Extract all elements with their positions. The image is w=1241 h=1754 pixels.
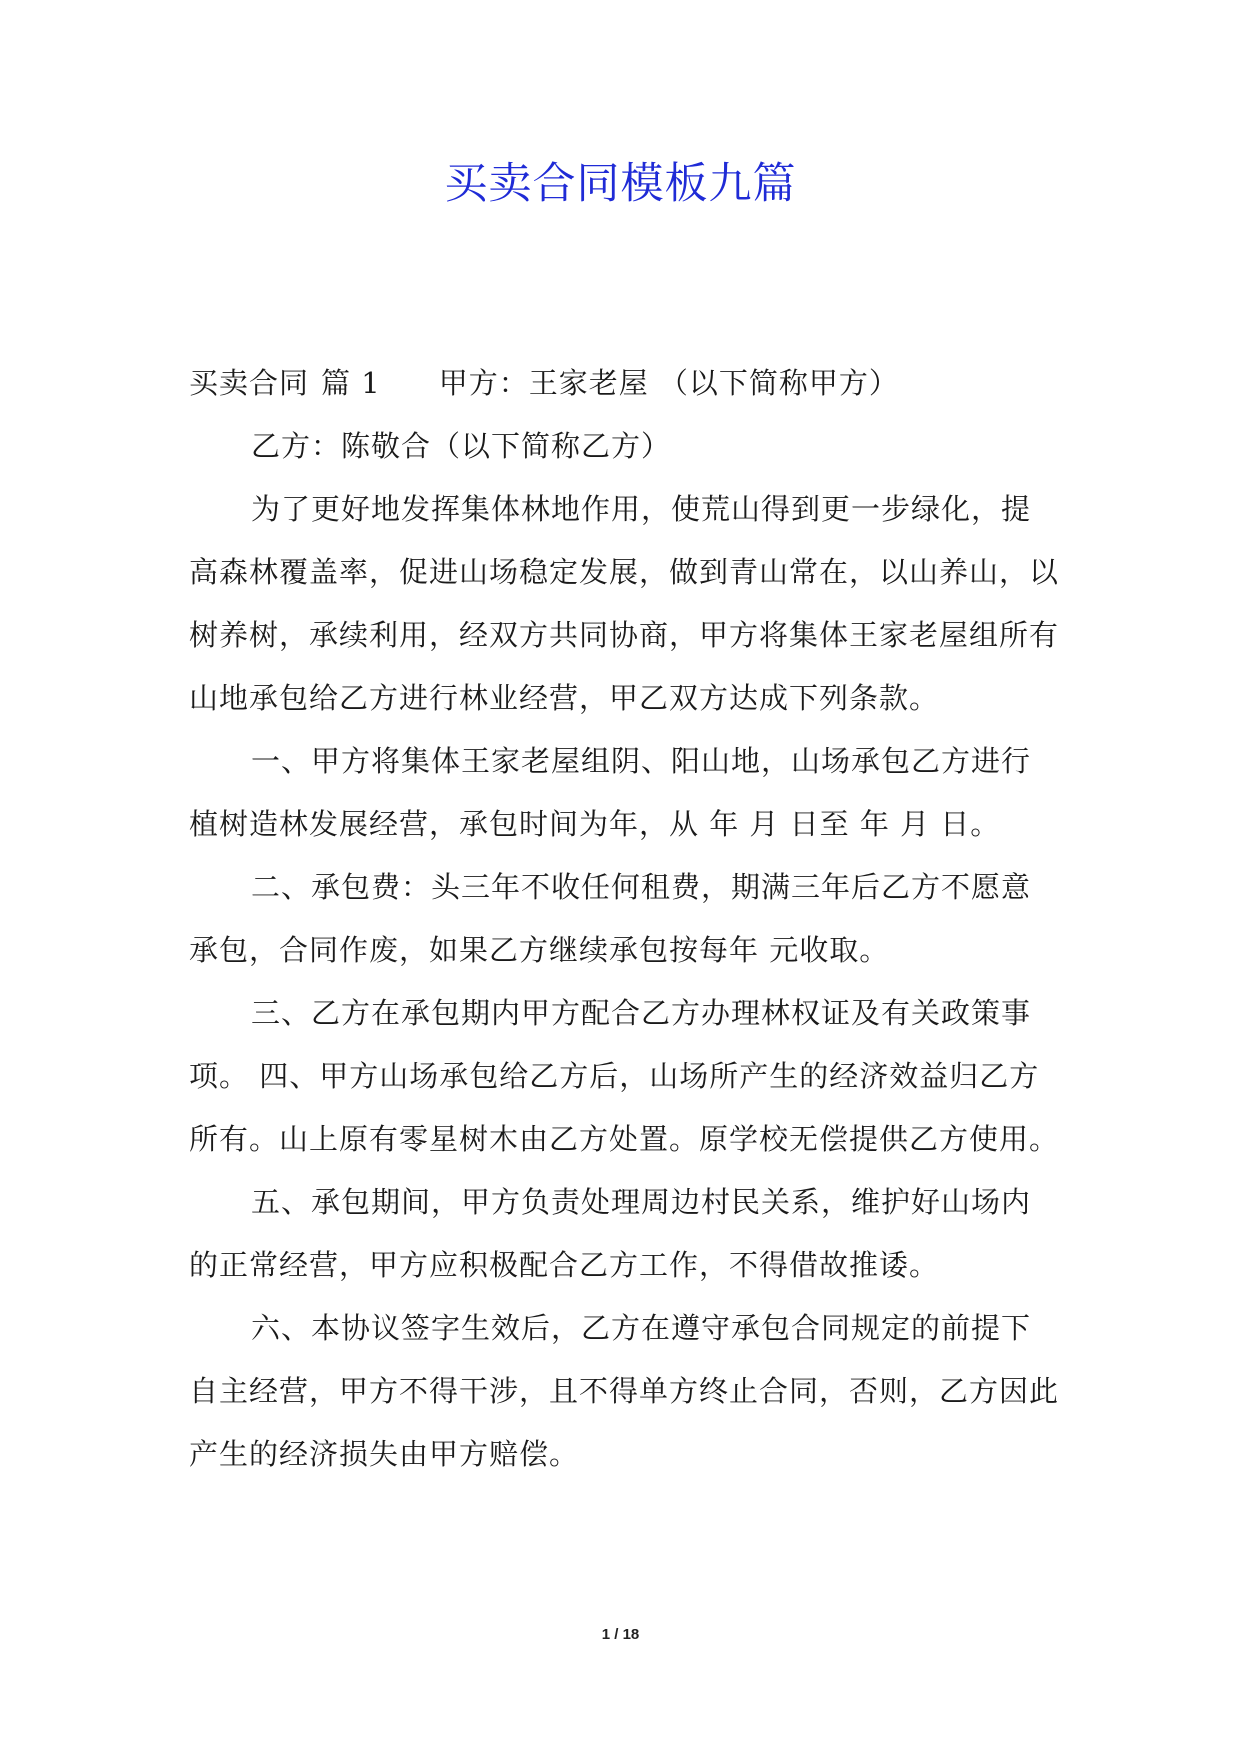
paragraph-clause-5: 五、承包期间，甲方负责处理周边村民关系，维护好山场内的正常经营，甲方应积极配合乙方工作，不得借故推诿。 <box>189 1185 1032 1282</box>
paragraph-preamble: 为了更好地发挥集体林地作用，使荒山得到更一步绿化，提高森林覆盖率，促进山场稳定发展，做到青山常在，以山养山，以树养树，承续利用，经双方共同协商，甲方将集体王家老屋组所有山地承包给乙方进行林业经营，甲乙双方达成下列条款。 <box>189 492 1060 715</box>
document-title: 买卖合同模板九篇 <box>444 159 797 209</box>
party-a-line: 甲方：王家老屋 （以下简称甲方） <box>438 366 899 400</box>
paragraph-clause-3-4: 三、乙方在承包期内甲方配合乙方办理林权证及有关政策事项。 四、甲方山场承包给乙方后，山场所产生的经济效益归乙方所有。山上原有零星树木由乙方处置。原学校无偿提供乙方使用。 <box>189 996 1060 1156</box>
page-number: 1 / 18 <box>601 1626 640 1643</box>
contract-name: 买卖合同 <box>189 366 310 400</box>
paragraph-clause-2: 二、承包费：头三年不收任何租费，期满三年后乙方不愿意承包，合同作废，如果乙方继续承包按每年 元收取。 <box>189 870 1032 967</box>
contract-heading-line <box>189 352 1059 415</box>
paragraph-clause-6: 六、本协议签字生效后，乙方在遵守承包合同规定的前提下自主经营，甲方不得干涉，且不得单方终止合同，否则，乙方因此产生的经济损失由甲方赔偿。 <box>189 1311 1060 1471</box>
document-body <box>189 352 1059 1486</box>
paragraph-clause-1: 一、甲方将集体王家老屋组阴、阳山地，山场承包乙方进行植树造林发展经营，承包时间为年，从 年 月 日至 年 月 日。 <box>189 744 1032 841</box>
paragraph-party-b: 乙方：陈敬合（以下简称乙方） <box>251 429 672 463</box>
contract-number: 篇 1 <box>321 366 381 400</box>
